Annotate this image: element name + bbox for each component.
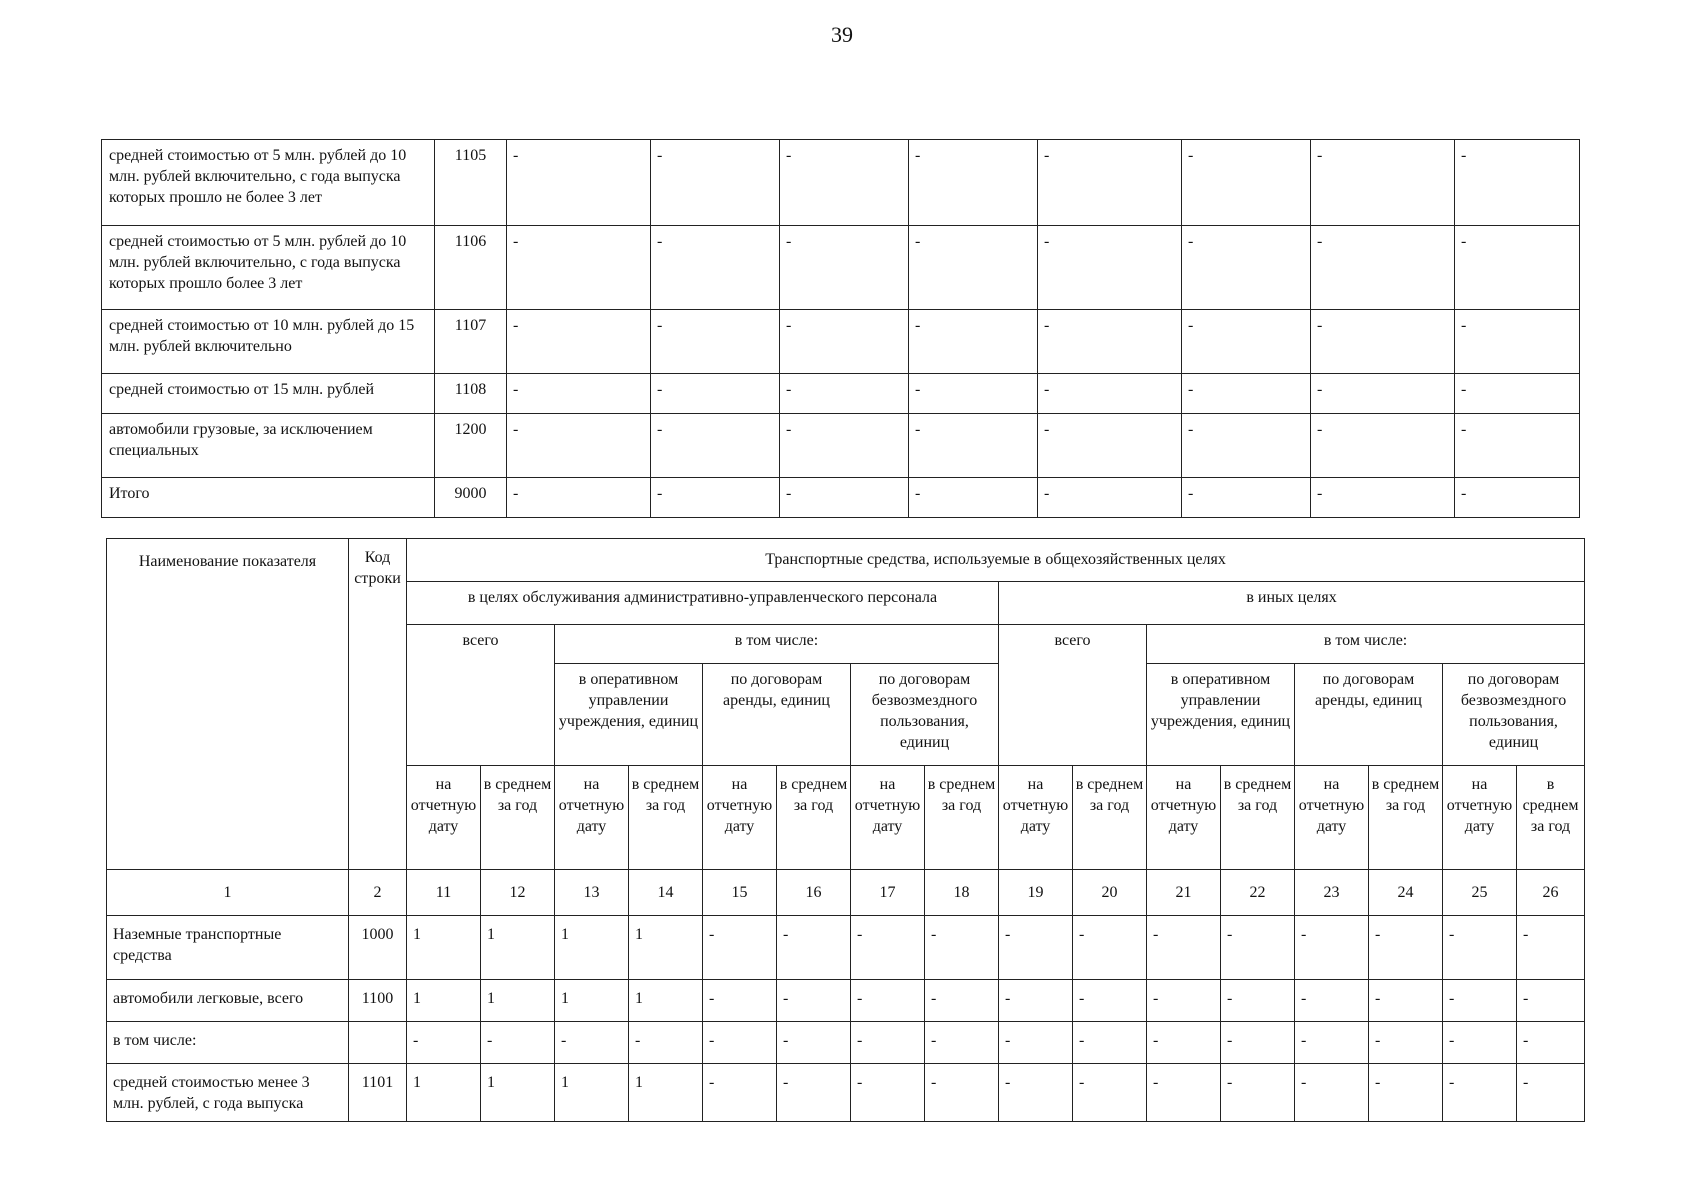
row-value: 1 <box>555 980 629 1022</box>
row-value: - <box>507 374 651 414</box>
column-number: 11 <box>407 870 481 916</box>
header-free-use-a: по договорам безвозмездного пользования, единиц <box>851 664 999 766</box>
row-value: - <box>1443 980 1517 1022</box>
row-value: - <box>1073 916 1147 980</box>
row-value: - <box>407 1022 481 1064</box>
column-number: 20 <box>1073 870 1147 916</box>
column-number: 25 <box>1443 870 1517 916</box>
row-value: - <box>703 1064 777 1122</box>
row-value: - <box>999 1064 1073 1122</box>
row-value: 1 <box>629 980 703 1022</box>
row-value: - <box>1517 1064 1585 1122</box>
row-value: - <box>1369 980 1443 1022</box>
row-value: - <box>1517 1022 1585 1064</box>
column-number: 18 <box>925 870 999 916</box>
row-value: - <box>651 226 780 310</box>
row-value: - <box>909 310 1038 374</box>
row-value: - <box>629 1022 703 1064</box>
table-row <box>102 140 1580 226</box>
row-value: - <box>1295 1064 1369 1122</box>
row-value: - <box>1455 310 1580 374</box>
row-value: - <box>1517 980 1585 1022</box>
row-value: - <box>1182 414 1311 478</box>
row-value: - <box>1147 916 1221 980</box>
row-value: - <box>1182 478 1311 518</box>
row-value: 1 <box>481 980 555 1022</box>
row-value: - <box>1455 374 1580 414</box>
row-name: средней стоимостью менее 3 млн. рублей, с года выпуска <box>107 1064 349 1122</box>
header-incl-b: в том числе: <box>1147 625 1585 664</box>
row-code: 1100 <box>349 980 407 1022</box>
row-value: - <box>777 1064 851 1122</box>
header-at-date: на отчетную дату <box>407 766 481 870</box>
row-value: - <box>1369 1022 1443 1064</box>
row-value: - <box>1455 140 1580 226</box>
column-number: 26 <box>1517 870 1585 916</box>
row-value: - <box>1455 226 1580 310</box>
header-avg-year: в среднем за год <box>1073 766 1147 870</box>
row-value: - <box>1038 374 1182 414</box>
header-at-date: на отчетную дату <box>1443 766 1517 870</box>
row-value: - <box>1038 310 1182 374</box>
column-number: 19 <box>999 870 1073 916</box>
header-rent-b: по договорам аренды, единиц <box>1295 664 1443 766</box>
row-name: средней стоимостью от 10 млн. рублей до 15 млн. рублей включительно <box>102 310 435 374</box>
row-value: - <box>925 1064 999 1122</box>
row-value: - <box>1295 916 1369 980</box>
row-value: - <box>703 916 777 980</box>
row-value: - <box>703 1022 777 1064</box>
row-value: - <box>1311 310 1455 374</box>
row-name: Итого <box>102 478 435 518</box>
table-row <box>107 1064 1585 1122</box>
table-row <box>102 310 1580 374</box>
row-value: - <box>555 1022 629 1064</box>
row-value: - <box>507 226 651 310</box>
row-value: - <box>1038 140 1182 226</box>
row-value: - <box>777 980 851 1022</box>
row-value: - <box>1443 916 1517 980</box>
row-value: - <box>1517 916 1585 980</box>
row-value: 1 <box>629 1064 703 1122</box>
row-value: - <box>1311 226 1455 310</box>
row-value: - <box>1221 1064 1295 1122</box>
row-value: - <box>1038 226 1182 310</box>
row-value: - <box>909 478 1038 518</box>
row-value: 1 <box>555 1064 629 1122</box>
row-value: - <box>1073 980 1147 1022</box>
row-code: 1107 <box>435 310 507 374</box>
row-value: 1 <box>407 980 481 1022</box>
table-row <box>102 478 1580 518</box>
header-code: Код строки <box>349 539 407 870</box>
row-value: - <box>1295 1022 1369 1064</box>
row-value: - <box>1369 1064 1443 1122</box>
row-value: - <box>999 1022 1073 1064</box>
row-value: - <box>1369 916 1443 980</box>
header-at-date: на отчетную дату <box>851 766 925 870</box>
row-name: в том числе: <box>107 1022 349 1064</box>
row-value: - <box>851 1064 925 1122</box>
row-value: - <box>1311 140 1455 226</box>
row-value: - <box>1221 980 1295 1022</box>
table-row <box>107 916 1585 980</box>
row-value: - <box>1311 414 1455 478</box>
row-value: - <box>1038 414 1182 478</box>
row-value: - <box>1455 478 1580 518</box>
row-value: - <box>1147 1022 1221 1064</box>
row-value: - <box>1182 310 1311 374</box>
row-value: - <box>777 916 851 980</box>
header-at-date: на отчетную дату <box>555 766 629 870</box>
header-name: Наименование показателя <box>107 539 349 870</box>
bottom-table <box>106 538 1585 1122</box>
column-number: 23 <box>1295 870 1369 916</box>
row-name: средней стоимостью от 5 млн. рублей до 10 млн. рублей включительно, с года выпуска которых прошло более 3 лет <box>102 226 435 310</box>
table-row <box>102 374 1580 414</box>
row-value: 1 <box>629 916 703 980</box>
row-value: - <box>507 140 651 226</box>
row-value: - <box>1221 916 1295 980</box>
row-value: - <box>651 140 780 226</box>
row-value: - <box>780 478 909 518</box>
row-value: - <box>909 414 1038 478</box>
row-code: 9000 <box>435 478 507 518</box>
row-value: 1 <box>481 1064 555 1122</box>
header-avg-year: в среднем за год <box>925 766 999 870</box>
row-value: 1 <box>407 916 481 980</box>
header-avg-year: в среднем за год <box>629 766 703 870</box>
row-name: Наземные транспортные средства <box>107 916 349 980</box>
top-table <box>101 139 1580 518</box>
column-number: 15 <box>703 870 777 916</box>
table-row <box>107 1022 1585 1064</box>
row-value: - <box>1073 1064 1147 1122</box>
row-value: 1 <box>481 916 555 980</box>
row-value: - <box>1147 980 1221 1022</box>
column-number: 21 <box>1147 870 1221 916</box>
row-value: - <box>780 226 909 310</box>
header-avg-year: в среднем за год <box>481 766 555 870</box>
row-name: автомобили легковые, всего <box>107 980 349 1022</box>
column-number: 16 <box>777 870 851 916</box>
column-number: 24 <box>1369 870 1443 916</box>
row-value: - <box>1182 374 1311 414</box>
row-value: - <box>481 1022 555 1064</box>
header-avg-year: в среднем за год <box>1369 766 1443 870</box>
header-at-date: на отчетную дату <box>999 766 1073 870</box>
row-value: - <box>1311 478 1455 518</box>
row-code <box>349 1022 407 1064</box>
row-code: 1106 <box>435 226 507 310</box>
row-value: - <box>909 226 1038 310</box>
row-value: - <box>851 1022 925 1064</box>
column-number: 17 <box>851 870 925 916</box>
row-code: 1108 <box>435 374 507 414</box>
row-value: - <box>777 1022 851 1064</box>
row-value: - <box>851 980 925 1022</box>
header-group-admin: в целях обслуживания административно-управленческого персонала <box>407 582 999 625</box>
row-value: - <box>780 374 909 414</box>
header-avg-year: в среднем за год <box>777 766 851 870</box>
row-value: - <box>1073 1022 1147 1064</box>
row-value: - <box>780 414 909 478</box>
column-number: 12 <box>481 870 555 916</box>
row-value: - <box>651 374 780 414</box>
row-value: - <box>507 414 651 478</box>
row-value: - <box>1455 414 1580 478</box>
row-value: - <box>1182 140 1311 226</box>
page-number: 39 <box>831 22 853 47</box>
row-value: - <box>651 310 780 374</box>
header-rent-a: по договорам аренды, единиц <box>703 664 851 766</box>
row-value: - <box>651 414 780 478</box>
table-row <box>102 414 1580 478</box>
header-main: Транспортные средства, используемые в общехозяйственных целях <box>407 539 1585 582</box>
row-name: автомобили грузовые, за исключением специальных <box>102 414 435 478</box>
row-name: средней стоимостью от 15 млн. рублей <box>102 374 435 414</box>
header-group-other: в иных целях <box>999 582 1585 625</box>
column-number: 14 <box>629 870 703 916</box>
row-value: - <box>1221 1022 1295 1064</box>
row-value: - <box>703 980 777 1022</box>
column-number: 1 <box>107 870 349 916</box>
row-value: - <box>1311 374 1455 414</box>
row-value: - <box>999 980 1073 1022</box>
row-value: - <box>925 980 999 1022</box>
row-value: - <box>851 916 925 980</box>
header-incl-a: в том числе: <box>555 625 999 664</box>
row-value: - <box>925 916 999 980</box>
column-number: 2 <box>349 870 407 916</box>
header-avg-year: в среднем за год <box>1221 766 1295 870</box>
column-number: 22 <box>1221 870 1295 916</box>
row-value: - <box>651 478 780 518</box>
header-operative-b: в оперативном управлении учреждения, единиц <box>1147 664 1295 766</box>
header-total-a: всего <box>407 625 555 766</box>
header-avg-year: в среднем за год <box>1517 766 1585 870</box>
row-value: - <box>1147 1064 1221 1122</box>
row-value: - <box>507 478 651 518</box>
row-value: - <box>1443 1022 1517 1064</box>
row-value: - <box>1038 478 1182 518</box>
row-value: - <box>1182 226 1311 310</box>
row-value: 1 <box>555 916 629 980</box>
header-at-date: на отчетную дату <box>703 766 777 870</box>
row-code: 1000 <box>349 916 407 980</box>
row-code: 1200 <box>435 414 507 478</box>
row-value: - <box>999 916 1073 980</box>
row-value: - <box>1443 1064 1517 1122</box>
row-value: - <box>507 310 651 374</box>
row-name: средней стоимостью от 5 млн. рублей до 10 млн. рублей включительно, с года выпуска которых прошло не более 3 лет <box>102 140 435 226</box>
row-code: 1101 <box>349 1064 407 1122</box>
header-operative-a: в оперативном управлении учреждения, единиц <box>555 664 703 766</box>
header-total-b: всего <box>999 625 1147 766</box>
header-at-date: на отчетную дату <box>1295 766 1369 870</box>
row-value: - <box>780 140 909 226</box>
header-free-use-b: по договорам безвозмездного пользования, единиц <box>1443 664 1585 766</box>
row-code: 1105 <box>435 140 507 226</box>
row-value: - <box>1295 980 1369 1022</box>
row-value: - <box>780 310 909 374</box>
row-value: - <box>909 374 1038 414</box>
header-at-date: на отчетную дату <box>1147 766 1221 870</box>
row-value: 1 <box>407 1064 481 1122</box>
table-row <box>107 980 1585 1022</box>
column-number: 13 <box>555 870 629 916</box>
table-row <box>102 226 1580 310</box>
row-value: - <box>909 140 1038 226</box>
row-value: - <box>925 1022 999 1064</box>
